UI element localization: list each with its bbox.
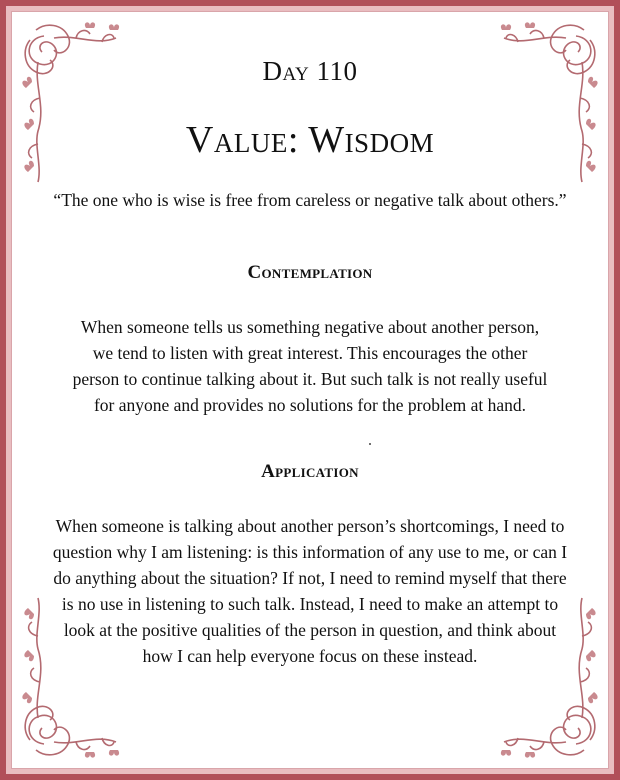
contemplation-body: When someone tells us something negative about another person, we tend to listen with great interest. This encourages the other person to continue talking about it. But such talk is not really useful for anyone and provides no solutions for the problem at hand. [72,317,548,415]
contemplation-heading: Contemplation [247,262,373,283]
application-heading: Application [261,461,359,482]
value-title: Value: Wisdom [185,119,435,161]
quote: “The one who is wise is free from careless or negative talk about others.” [53,190,567,210]
stray-dot [369,443,371,445]
application-body: When someone is talking about another person’s shortcomings, I need to question why I am listening: is this information of any use to me, or can I do anything about the situation? If not, I need to remind myself that there is no use in listening to such talk. Instead, I need to make an attempt to look at the positive qualities of the person in question, and think about how I can help everyone focus on these instead. [52,516,568,666]
day-title: Day 110 [262,56,358,86]
